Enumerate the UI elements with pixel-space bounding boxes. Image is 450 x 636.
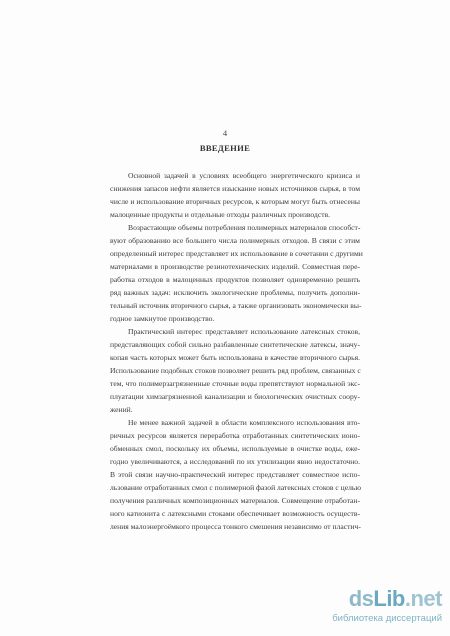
body-line: годно увеличиваются, а исследований по их утилизации явно недостаточно. [110, 457, 360, 466]
body-line: Возрастающие объемы потребления полимерных материалов способст- [128, 223, 361, 232]
body-line: ного катионита с латексными стоками обеспечивает возможность осуществ- [110, 509, 360, 518]
body-line: тем, что полимерзагрязненные сточные воды препятствуют нормальной экс- [110, 379, 360, 388]
dslib-watermark [330, 586, 442, 628]
page-number: 4 [222, 128, 228, 138]
section-heading: ВВЕДЕНИЕ [199, 143, 251, 153]
dslib-logo: dsLib.net [348, 586, 442, 611]
body-line: тельный источник вторичного сырья, а также организовать экономически вы- [110, 301, 362, 310]
body-line: В этой связи научно-практический интерес представляет совместное испо- [110, 470, 360, 479]
body-line: Основной задачей в условиях всеобщего энергетического кризиса и [128, 171, 360, 180]
body-line: материалами в производстве резинотехнических изделий. Совместная пере- [110, 262, 360, 271]
body-line: представляющих собой сильно разбавленные синтетические латексы, значу- [110, 340, 360, 349]
watermark-subtitle: библиотека диссертаций [332, 613, 442, 624]
body-line: Использование подобных стоков позволяет решить ряд проблем, связанных с [110, 366, 361, 375]
body-line: копая часть которых может быть использована в качестве вторичного сырья. [110, 353, 360, 362]
body-line: ления малоэнергоёмкого процесса тонкого смешения независимо от пластич- [110, 522, 361, 531]
body-line: ряд важных задач: исключить экологические проблемы, получить дополни- [110, 288, 360, 297]
body-line: плуатации химзагрязненной канализации и биологических очистных соору- [110, 392, 360, 401]
body-line: годное замкнутое производство. [110, 314, 215, 323]
body-line: льзование отработанных смол с полимерной фазой латексных стоков с целью [110, 483, 362, 492]
body-line: вуют образованию все большего числа полимерных отходов. В связи с этим [110, 236, 360, 245]
body-line: Практический интерес представляет использование латексных стоков, [128, 327, 360, 336]
body-line: Не менее важной задачей в области комплексного использования вто- [128, 418, 360, 427]
body-line: определенный интерес представляет их использование в сочетании с другими [110, 249, 363, 258]
body-line: числе и использование вторичных ресурсов, к которым могут быть отнесены [110, 197, 360, 206]
body-line: малоценные продукты и отдельные отходы различных производств. [110, 210, 331, 219]
body-line: жений. [110, 405, 133, 414]
body-line: получения различных композиционных материалов. Совмещение отработан- [110, 496, 360, 505]
body-line: обменных смол, поскольку их объемы, используемые в очистке воды, еже- [110, 444, 360, 453]
body-line: ричных ресурсов является переработка отработанных синтетических ионо- [110, 431, 360, 440]
body-line: снижения запасов нефти является изыскание новых источников сырья, в том [110, 184, 360, 193]
body-line: работка отходов в малоценных продуктов позволяет одновременно решить [110, 275, 360, 284]
